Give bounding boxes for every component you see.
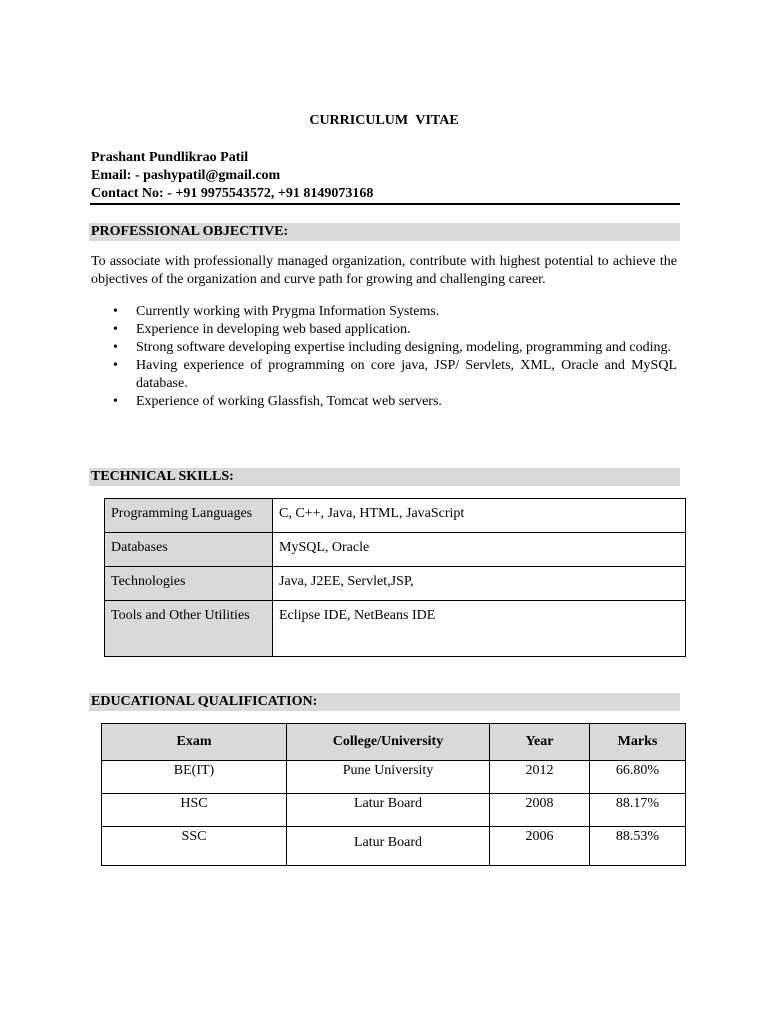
phone-line: Contact No: - +91 9975543572, +91 8149073168 xyxy=(91,186,374,201)
exam-cell: HSC xyxy=(102,794,287,827)
skill-value: Java, J2EE, Servlet,JSP, xyxy=(273,567,686,601)
objective-heading: PROFESSIONAL OBJECTIVE: xyxy=(89,223,680,241)
list-item: • Having experience of programming on core java, JSP/ Servlets, XML, Oracle and MySQL database. xyxy=(91,357,677,393)
table-row xyxy=(105,533,686,567)
skill-value: MySQL, Oracle xyxy=(273,533,686,567)
list-item: • Experience of working Glassfish, Tomcat web servers. xyxy=(91,393,677,411)
skill-value: C, C++, Java, HTML, JavaScript xyxy=(273,499,686,533)
year-cell: 2006 xyxy=(490,827,590,866)
exam-cell: SSC xyxy=(102,827,287,866)
skill-label: Tools and Other Utilities xyxy=(105,601,273,657)
column-header-marks: Marks xyxy=(590,724,686,761)
year-cell: 2008 xyxy=(490,794,590,827)
marks-cell: 88.17% xyxy=(590,794,686,827)
objective-text: To associate with professionally managed organization, contribute with highest potential to achieve the objectives of the organization and curve path for growing and challenging career. xyxy=(91,254,677,287)
contact-block xyxy=(91,149,373,203)
document-title: CURRICULUM VITAE xyxy=(309,113,459,128)
marks-cell: 88.53% xyxy=(590,827,686,866)
skill-label: Technologies xyxy=(105,567,273,601)
header-divider xyxy=(90,203,680,205)
marks-cell: 66.80% xyxy=(590,761,686,794)
skill-label: Programming Languages xyxy=(105,499,273,533)
skill-label: Databases xyxy=(105,533,273,567)
college-cell: Latur Board xyxy=(287,794,490,827)
table-row xyxy=(102,827,686,866)
table-row xyxy=(105,567,686,601)
objective-bullet-list xyxy=(91,303,677,411)
column-header-college: College/University xyxy=(287,724,490,761)
table-row xyxy=(105,499,686,533)
list-item: • Experience in developing web based application. xyxy=(91,321,677,339)
college-cell: Latur Board xyxy=(287,827,490,866)
education-table xyxy=(101,723,686,866)
year-cell: 2012 xyxy=(490,761,590,794)
college-cell: Pune University xyxy=(287,761,490,794)
email-line: Email: - pashypatil@gmail.com xyxy=(91,168,281,183)
list-item: • Strong software developing expertise including designing, modeling, programming and coding. xyxy=(91,339,677,357)
column-header-year: Year xyxy=(490,724,590,761)
exam-cell: BE(IT) xyxy=(102,761,287,794)
table-header-row xyxy=(102,724,686,761)
list-item: • Currently working with Prygma Information Systems. xyxy=(91,303,677,321)
skill-value: Eclipse IDE, NetBeans IDE xyxy=(273,601,686,657)
candidate-name: Prashant Pundlikrao Patil xyxy=(91,150,249,165)
education-heading: EDUCATIONAL QUALIFICATION: xyxy=(89,693,680,711)
table-row xyxy=(105,601,686,657)
skills-table xyxy=(104,498,686,657)
table-row xyxy=(102,794,686,827)
table-row xyxy=(102,761,686,794)
skills-heading: TECHNICAL SKILLS: xyxy=(89,468,680,486)
column-header-exam: Exam xyxy=(102,724,287,761)
